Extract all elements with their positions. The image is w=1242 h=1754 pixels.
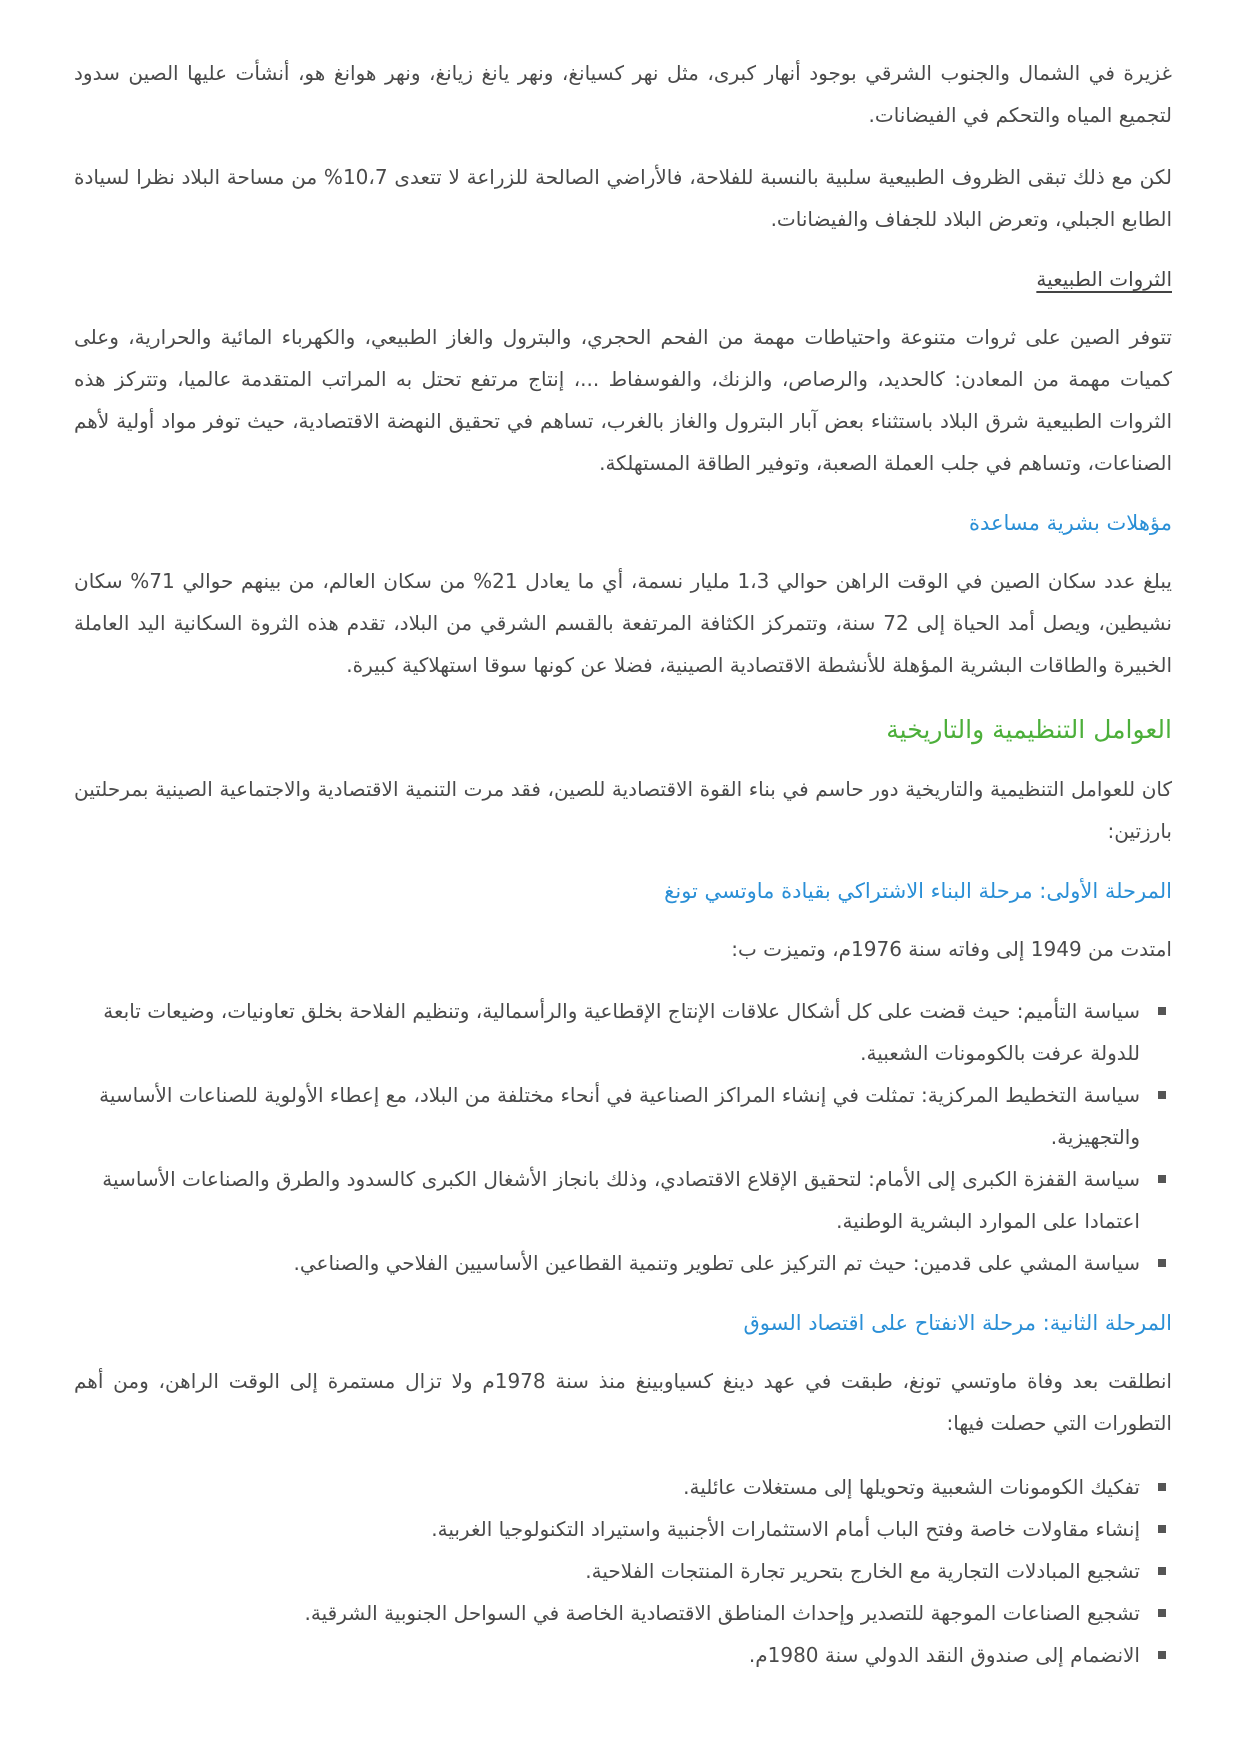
- phase-one-list: [74, 990, 1172, 1284]
- list-item: [74, 1508, 1172, 1550]
- paragraph-phase-one-intro: امتدت من 1949 إلى وفاته سنة 1976م، وتميزت ب:: [731, 937, 1172, 961]
- list-item: [74, 1242, 1172, 1284]
- list-item-text: سياسة القفزة الكبرى إلى الأمام: لتحقيق الإقلاع الاقتصادي، وذلك بانجاز الأشغال الكبرى كالسدود والطرق والصناعات الأساسية اعتمادا على الموارد البشرية الوطنية.: [102, 1167, 1140, 1233]
- bullet-square-icon: [1158, 1007, 1166, 1015]
- paragraph-natural-wealth: تتوفر الصين على ثروات متنوعة واحتياطات مهمة من الفحم الحجري، والبترول والغاز الطبيعي، والكهرباء المائية والحرارية، وعلى كميات مهمة من المعادن: كالحديد، والرصاص، والزنك، والفوسفاط ...، إنتاج مرتفع تحتل به المراتب المتقدمة عالميا، وتتركز هذه الثروات الطبيعية شرق البلاد باستثناء بعض آبار البترول والغاز بالغرب، تساهم في تحقيق النهضة الاقتصادية، حيث توفر مواد أولية لأهم الصناعات، وتساهم في جلب العملة الصعبة، وتوفير الطاقة المستهلكة.: [74, 325, 1172, 475]
- list-item-text: تفكيك الكومونات الشعبية وتحويلها إلى مستغلات عائلية.: [683, 1475, 1140, 1499]
- bullet-square-icon: [1158, 1567, 1166, 1575]
- list-item: [74, 990, 1172, 1074]
- list-item-text: سياسة المشي على قدمين: حيث تم التركيز على تطوير وتنمية القطاعين الأساسيين الفلاحي والصناعي.: [293, 1251, 1140, 1275]
- paragraph-phase-two-intro: انطلقت بعد وفاة ماوتسي تونغ، طبقت في عهد دينغ كسياوبينغ منذ سنة 1978م ولا تزال مستمرة إلى الوقت الراهن، ومن أهم التطورات التي حصلت فيها:: [74, 1369, 1172, 1435]
- heading-organizational-historical-factors: العوامل التنظيمية والتاريخية: [886, 715, 1172, 744]
- paragraph-rivers: غزيرة في الشمال والجنوب الشرقي بوجود أنهار كبرى، مثل نهر كسيانغ، ونهر يانغ زيانغ، ونهر هوانغ هو، أنشأت عليها الصين سدود لتجميع المياه والتحكم في الفيضانات.: [74, 61, 1172, 127]
- list-item: [74, 1074, 1172, 1158]
- heading-human-assets: مؤهلات بشرية مساعدة: [968, 511, 1172, 535]
- list-item: [74, 1158, 1172, 1242]
- list-item-text: تشجيع الصناعات الموجهة للتصدير وإحداث المناطق الاقتصادية الخاصة في السواحل الجنوبية الشرقية.: [304, 1601, 1140, 1625]
- bullet-square-icon: [1158, 1651, 1166, 1659]
- bullet-square-icon: [1158, 1091, 1166, 1099]
- list-item: [74, 1592, 1172, 1634]
- list-item: [74, 1550, 1172, 1592]
- bullet-square-icon: [1158, 1259, 1166, 1267]
- list-item-text: الانضمام إلى صندوق النقد الدولي سنة 1980م.: [748, 1643, 1140, 1667]
- list-item-text: تشجيع المبادلات التجارية مع الخارج بتحرير تجارة المنتجات الفلاحية.: [585, 1559, 1140, 1583]
- paragraph-population: يبلغ عدد سكان الصين في الوقت الراهن حوالي 1،3 مليار نسمة، أي ما يعادل 21% من سكان العالم، من بينهم حوالي 71% سكان نشيطين، ويصل أمد الحياة إلى 72 سنة، وتتمركز الكثافة المرتفعة بالقسم الشرقي من البلاد، تقدم هذه الثروة السكانية اليد العاملة الخبيرة والطاقات البشرية المؤهلة للأنشطة الاقتصادية الصينية، فضلا عن كونها سوقا استهلاكية كبيرة.: [74, 569, 1173, 677]
- list-item: [74, 1634, 1172, 1676]
- document-page: [74, 52, 1172, 1676]
- heading-phase-two: المرحلة الثانية: مرحلة الانفتاح على اقتصاد السوق: [743, 1311, 1172, 1335]
- list-item-text: إنشاء مقاولات خاصة وفتح الباب أمام الاستثمارات الأجنبية واستيراد التكنولوجيا الغربية.: [431, 1517, 1140, 1541]
- heading-phase-one: المرحلة الأولى: مرحلة البناء الاشتراكي بقيادة ماوتسي تونغ: [664, 879, 1172, 903]
- paragraph-natural-conditions: لكن مع ذلك تبقى الظروف الطبيعية سلبية بالنسبة للفلاحة، فالأراضي الصالحة للزراعة لا تتعدى 10،7% من مساحة البلاد نظرا لسيادة الطابع الجبلي، وتعرض البلاد للجفاف والفيضانات.: [74, 165, 1172, 231]
- bullet-square-icon: [1158, 1609, 1166, 1617]
- list-item-text: سياسة التأميم: حيث قضت على كل أشكال علاقات الإنتاج الإقطاعية والرأسمالية، وتنظيم الفلاحة بخلق تعاونيات، وضيعات تابعة للدولة عرفت بالكومونات الشعبية.: [103, 999, 1140, 1065]
- bullet-square-icon: [1158, 1175, 1166, 1183]
- list-item-text: سياسة التخطيط المركزية: تمثلت في إنشاء المراكز الصناعية في أنحاء مختلفة من البلاد، مع إعطاء الأولوية للصناعات الأساسية والتجهيزية.: [99, 1083, 1140, 1149]
- paragraph-factors-intro: كان للعوامل التنظيمية والتاريخية دور حاسم في بناء القوة الاقتصادية للصين، فقد مرت التنمية الاقتصادية والاجتماعية الصينية بمرحلتين بارزتين:: [74, 777, 1172, 843]
- phase-two-list: [74, 1466, 1172, 1676]
- bullet-square-icon: [1158, 1483, 1166, 1491]
- list-item: [74, 1466, 1172, 1508]
- subheading-natural-wealth: الثروات الطبيعية: [1036, 267, 1172, 291]
- bullet-square-icon: [1158, 1525, 1166, 1533]
